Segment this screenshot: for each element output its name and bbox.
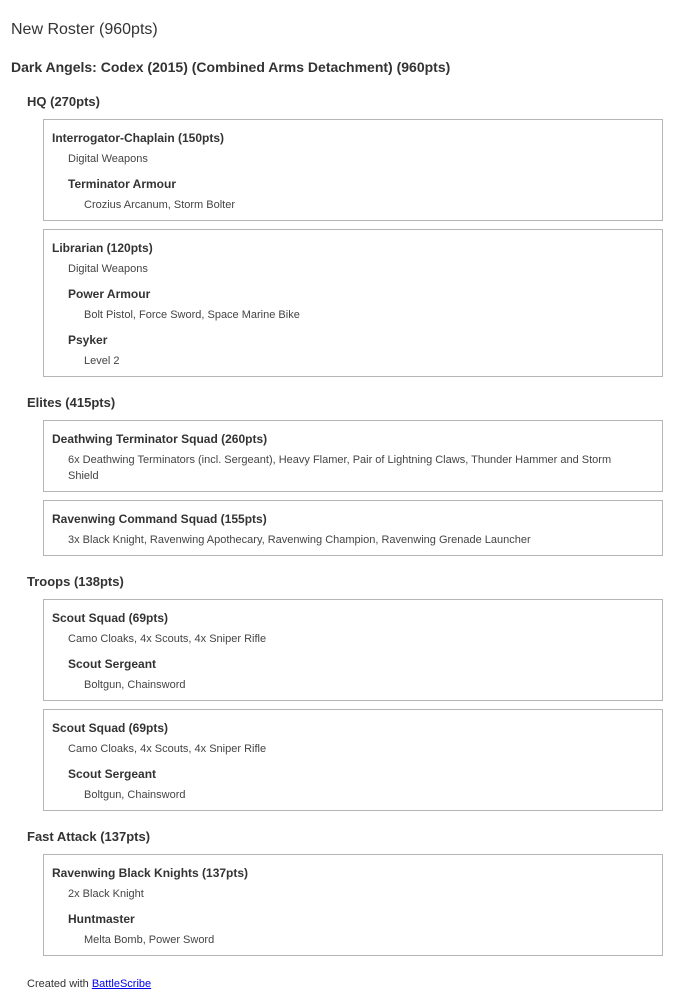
upgrade-rules: Crozius Arcanum, Storm Bolter xyxy=(84,199,235,211)
upgrade-rules: Bolt Pistol, Force Sword, Space Marine Bike xyxy=(84,309,300,321)
unit-name: Interrogator-Chaplain (150pts) xyxy=(52,131,225,145)
battlescribe-link[interactable]: BattleScribe xyxy=(91,978,152,990)
category-title-hq: HQ (270pts) xyxy=(27,94,100,109)
unit-rules: Camo Cloaks, 4x Scouts, 4x Sniper Rifle xyxy=(68,743,267,755)
category-title-fast-attack: Fast Attack (137pts) xyxy=(27,829,151,844)
unit-name: Deathwing Terminator Squad (260pts) xyxy=(52,432,268,446)
unit-card-deathwing-terminator-squad xyxy=(43,420,663,492)
unit-card-interrogator-chaplain xyxy=(43,119,663,221)
unit-card-librarian xyxy=(43,229,663,377)
unit-rules: 6x Deathwing Terminators (incl. Sergeant), Heavy Flamer, Pair of Lightning Claws, Thunder Hammer and Storm Shield xyxy=(68,454,612,482)
upgrade-name: Terminator Armour xyxy=(68,177,177,191)
unit-card-scout-squad xyxy=(43,709,663,811)
unit-name: Ravenwing Command Squad (155pts) xyxy=(52,512,267,526)
roster-title: New Roster (960pts) xyxy=(11,21,158,38)
unit-rules: 3x Black Knight, Ravenwing Apothecary, Ravenwing Champion, Ravenwing Grenade Launcher xyxy=(68,534,531,546)
unit-rules: Digital Weapons xyxy=(68,153,148,165)
unit-card-ravenwing-black-knights xyxy=(43,854,663,956)
footer-prefix: Created with xyxy=(27,978,89,990)
unit-name: Scout Squad (69pts) xyxy=(52,611,169,625)
category-title-troops: Troops (138pts) xyxy=(27,574,124,589)
upgrade-name: Scout Sergeant xyxy=(68,657,157,671)
unit-rules: Camo Cloaks, 4x Scouts, 4x Sniper Rifle xyxy=(68,633,267,645)
unit-card-ravenwing-command-squad xyxy=(43,500,663,556)
unit-rules: 2x Black Knight xyxy=(68,888,144,900)
upgrade-name: Huntmaster xyxy=(68,912,135,926)
unit-rules: Digital Weapons xyxy=(68,263,148,275)
unit-name: Scout Squad (69pts) xyxy=(52,721,169,735)
upgrade-rules: Melta Bomb, Power Sword xyxy=(84,934,215,946)
upgrade-name: Psyker xyxy=(68,333,108,347)
upgrade-rules: Boltgun, Chainsword xyxy=(84,789,186,801)
footer xyxy=(27,977,151,992)
unit-card-scout-squad xyxy=(43,599,663,701)
upgrade-rules: Boltgun, Chainsword xyxy=(84,679,186,691)
upgrade-rules: Level 2 xyxy=(84,355,120,367)
unit-name: Ravenwing Black Knights (137pts) xyxy=(52,866,249,880)
force-title: Dark Angels: Codex (2015) (Combined Arms Detachment) (960pts) xyxy=(11,59,451,75)
upgrade-name: Scout Sergeant xyxy=(68,767,157,781)
category-title-elites: Elites (415pts) xyxy=(27,395,116,410)
unit-name: Librarian (120pts) xyxy=(52,241,153,255)
upgrade-name: Power Armour xyxy=(68,287,151,301)
